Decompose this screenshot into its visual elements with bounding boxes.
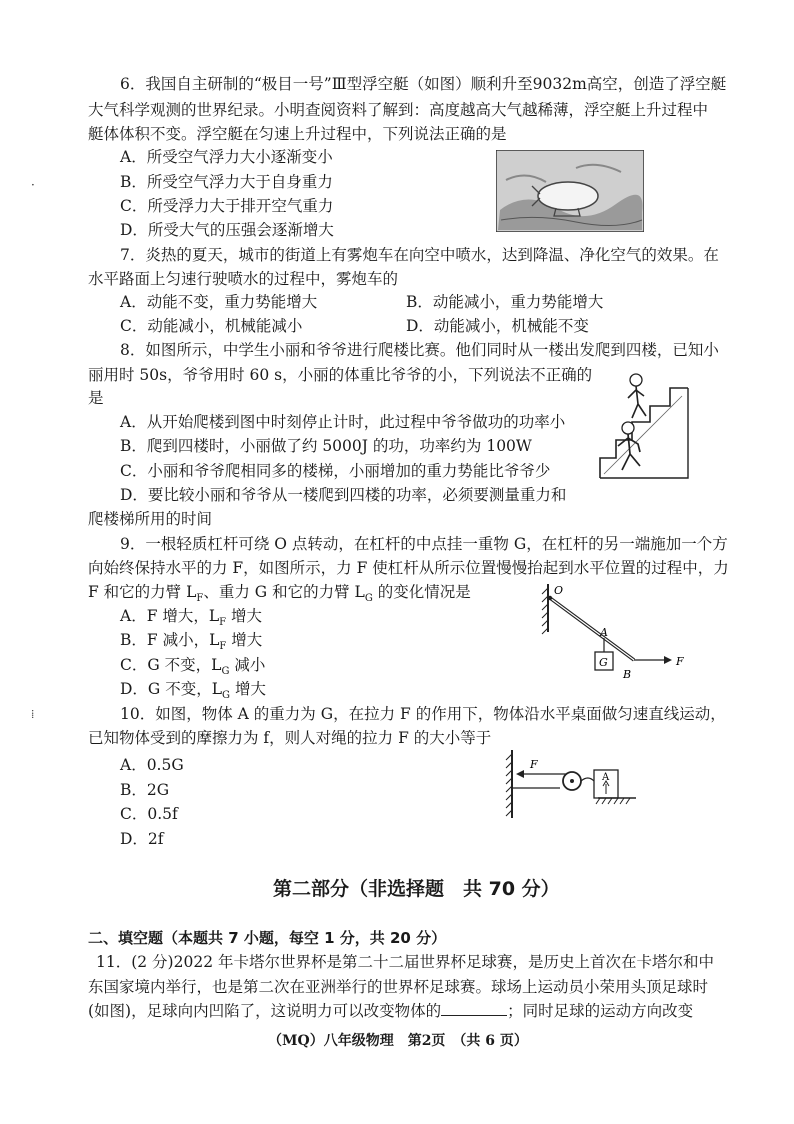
lever-label-a: A <box>600 626 608 639</box>
q8-stem-line3: 是 <box>88 389 104 407</box>
pulley-label-a: A <box>602 772 610 783</box>
binding-mark: · <box>31 178 35 192</box>
q8-option-d: D．要比较小丽和爷爷从一楼爬到四楼的功率，必须要测量重力和 <box>120 486 567 504</box>
q7-stem-line2: 水平路面上匀速行驶喷水的过程中，雾炮车的 <box>88 270 399 288</box>
q10-stem-line2: 已知物体受到的摩擦力为 f，则人对绳的拉力 F 的大小等于 <box>88 729 492 747</box>
q8-option-d-cont: 爬楼梯所用的时间 <box>88 510 213 528</box>
q6-stem-line1: 6．我国自主研制的“极目一号”Ⅲ型浮空艇（如图）顺利升至9032m高空，创造了浮空艇 <box>120 75 727 93</box>
q8-stem-line2: 丽用时 50s，爷爷用时 60 s，小丽的体重比爷爷的小，下列说法不正确的 <box>88 366 593 384</box>
page-footer: （MQ）八年级物理 第2页 （共 6 页） <box>268 1033 528 1049</box>
q8-option-a: A．从开始爬楼到图中时刻停止计时，此过程中爷爷做功的功率小 <box>120 413 566 431</box>
q9-option-a: A．F 增大，$L_F$ 增大 <box>120 607 263 629</box>
airship-photo <box>496 150 644 232</box>
q6-stem-line2: 大气科学观测的世界纪录。小明查阅资料了解到：高度越高大气越稀薄，浮空艇上升过程中 <box>88 101 709 119</box>
q6-option-c: C．所受浮力大于排开空气重力 <box>120 197 334 215</box>
stair-climbing-figure <box>598 366 690 484</box>
q10-option-a: A．0.5G <box>120 756 184 774</box>
q11-stem-line1: 11．(2 分)2022 年卡塔尔世界杯是第二十二届世界杯足球赛，是历史上首次在卡塔尔和中 <box>96 953 714 971</box>
q10-option-c: C．0.5f <box>120 805 178 823</box>
q8-option-b: B．爬到四楼时，小丽做了约 5000J 的功，功率约为 100W <box>120 437 532 455</box>
q6-option-b: B．所受空气浮力大于自身重力 <box>120 173 333 191</box>
q11-stem-line3: (如图)，足球向内凹陷了，这说明力可以改变物体的 ；同时足球的运动方向改变 <box>88 1002 694 1020</box>
q7-option-d: D．动能减小，机械能不变 <box>406 317 589 335</box>
pulley-diagram <box>500 748 636 820</box>
q7-option-a: A．动能不变，重力势能增大 <box>120 293 318 311</box>
q10-stem-line1: 10．如图，物体 A 的重力为 G，在拉力 F 的作用下，物体沿水平桌面做匀速直线运动， <box>120 705 726 723</box>
q9-option-c: C．G 不变，$L_G$ 减小 <box>120 656 266 678</box>
lever-label-f: F <box>676 655 684 668</box>
q9-option-d: D．G 不变，$L_G$ 增大 <box>120 680 266 702</box>
q8-stem-line1: 8．如图所示，中学生小丽和爷爷进行爬楼比赛。他们同时从一楼出发爬到四楼，已知小 <box>120 341 719 359</box>
q10-option-b: B．2G <box>120 781 170 799</box>
q10-option-d: D．2f <box>120 830 164 848</box>
pulley-label-f: F <box>530 758 538 771</box>
q6-option-a: A．所受空气浮力大小逐渐变小 <box>120 148 333 166</box>
q11-stem-line2: 东国家境内举行，也是第二次在亚洲举行的世界杯足球赛。球场上运动员小荣用头顶足球时 <box>88 978 709 996</box>
q8-option-c: C．小丽和爷爷爬相同多的楼梯，小丽增加的重力势能比爷爷少 <box>120 462 551 480</box>
q7-option-b: B．动能减小，重力势能增大 <box>406 293 604 311</box>
q9-option-b: B．F 减小，$L_F$ 增大 <box>120 631 263 653</box>
q9-stem-line2: 向始终保持水平的力 F，如图所示，力 F 使杠杆从所示位置慢慢抬起到水平位置的过程中，力 <box>88 559 729 577</box>
q6-stem-line3: 艇体体积不变。浮空艇在匀速上升过程中，下列说法正确的是 <box>88 125 507 143</box>
q11-answer-blank[interactable] <box>441 1001 507 1016</box>
q9-stem-line3: F 和它的力臂 $L_F$、重力 G 和它的力臂 $L_G$ 的变化情况是 <box>88 583 471 605</box>
q9-stem-line1: 9．一根轻质杠杆可绕 O 点转动，在杠杆的中点挂一重物 G，在杠杆的另一端施加一个方 <box>120 535 728 553</box>
lever-label-b: B <box>623 668 632 681</box>
q6-option-d: D．所受大气的压强会逐渐增大 <box>120 221 334 239</box>
binding-mark: ⁞ <box>31 707 35 721</box>
section2-heading: 二、填空题（本题共 7 小题，每空 1 分，共 20 分） <box>88 929 447 947</box>
q7-option-c: C．动能减小，机械能减小 <box>120 317 303 335</box>
part2-title: 第二部分（非选择题 共 70 分） <box>273 878 560 900</box>
q7-stem-line1: 7．炎热的夏天，城市的街道上有雾炮车在向空中喷水，达到降温、净化空气的效果。在 <box>120 246 719 264</box>
lever-label-o: O <box>554 584 564 597</box>
lever-diagram <box>538 582 688 684</box>
lever-label-g: G <box>599 656 608 669</box>
